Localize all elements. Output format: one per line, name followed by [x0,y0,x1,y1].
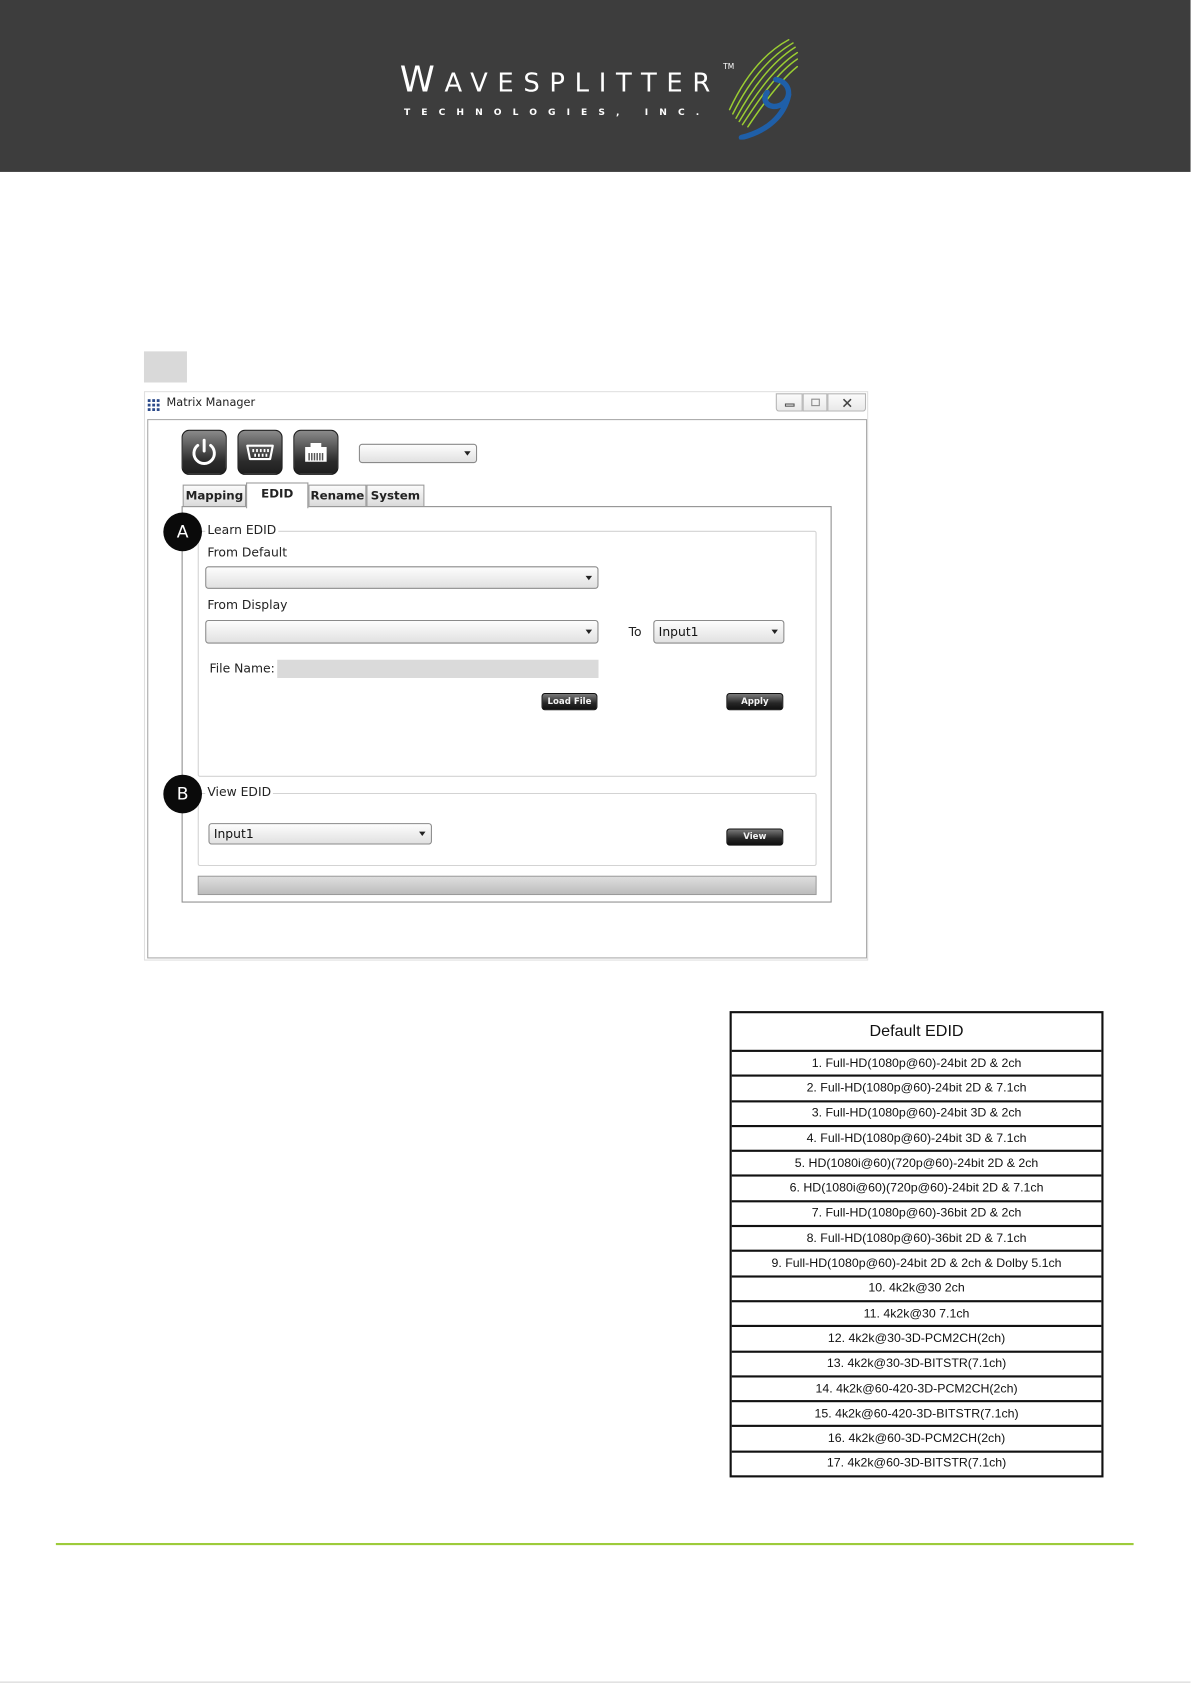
chevron-down-icon [771,630,777,634]
table-row: 3. Full-HD(1080p@60)-24bit 3D & 2ch [732,1100,1102,1125]
file-name-label: File Name: [209,660,275,676]
logo-subtitle: TECHNOLOGIES, INC. [404,107,711,119]
learn-edid-legend: Learn EDID [205,522,278,537]
from-default-select[interactable] [205,566,598,589]
table-row: 14. 4k2k@60-420-3D-PCM2CH(2ch) [732,1375,1102,1400]
chevron-down-icon [586,575,592,579]
load-file-button[interactable]: Load File [542,693,598,710]
logo-trademark: TM [723,62,735,71]
power-icon [188,436,220,468]
tab-system[interactable]: System [366,485,424,508]
minimize-icon [784,398,795,407]
table-row: 16. 4k2k@60-3D-PCM2CH(2ch) [732,1425,1102,1450]
close-icon [841,397,853,408]
logo-wordmark: WAVESPLITTER [399,58,720,100]
tab-edid[interactable]: EDID [246,482,308,508]
connection-select[interactable] [359,444,477,463]
chevron-down-icon [586,630,592,634]
view-input-value: Input1 [213,826,254,842]
from-display-select[interactable] [205,620,598,644]
table-row: 10. 4k2k@30 2ch [732,1275,1102,1300]
ethernet-icon [300,436,332,468]
serial-connection-button[interactable] [237,430,282,475]
table-row: 11. 4k2k@30 7.1ch [732,1300,1102,1325]
maximize-icon [810,398,821,408]
table-row: 6. HD(1080i@60)(720p@60)-24bit 2D & 7.1ch [732,1175,1102,1200]
power-button[interactable] [182,430,227,475]
table-row: 7. Full-HD(1080p@60)-36bit 2D & 2ch [732,1200,1102,1225]
table-row: 17. 4k2k@60-3D-BITSTR(7.1ch) [732,1450,1102,1475]
callout-marker-a: A [163,513,202,552]
table-row: 1. Full-HD(1080p@60)-24bit 2D & 2ch [732,1050,1102,1075]
tab-rename[interactable]: Rename [308,485,366,508]
logo-swoosh-icon [726,39,799,140]
table-row: 2. Full-HD(1080p@60)-24bit 2D & 7.1ch [732,1075,1102,1100]
view-input-select[interactable] [208,823,431,844]
table-row: 12. 4k2k@30-3D-PCM2CH(2ch) [732,1325,1102,1350]
matrix-app-icon [147,399,160,412]
table-row: 13. 4k2k@30-3D-BITSTR(7.1ch) [732,1350,1102,1375]
chevron-down-icon [419,832,425,836]
chevron-down-icon [464,451,470,455]
to-input-select[interactable] [653,620,784,644]
page-bottom-edge [0,1682,1191,1683]
to-label: To [628,624,642,640]
maximize-button[interactable] [803,393,828,411]
table-row: 15. 4k2k@60-420-3D-BITSTR(7.1ch) [732,1400,1102,1425]
table-title: Default EDID [869,1021,964,1041]
table-row: 4. Full-HD(1080p@60)-24bit 3D & 7.1ch [732,1125,1102,1150]
tab-mapping[interactable]: Mapping [183,485,246,508]
table-row: 9. Full-HD(1080p@60)-24bit 2D & 2ch & Dolby 5.1ch [732,1250,1102,1275]
table-row: 8. Full-HD(1080p@60)-36bit 2D & 7.1ch [732,1225,1102,1250]
view-button[interactable]: View [726,828,783,845]
window-title: Matrix Manager [166,396,256,410]
from-default-label: From Default [207,544,288,560]
file-name-field[interactable] [277,660,598,678]
table-row: 5. HD(1080i@60)(720p@60)-24bit 2D & 2ch [732,1150,1102,1175]
minimize-button[interactable] [776,393,803,411]
callout-marker-b: B [163,775,202,814]
view-edid-legend: View EDID [205,784,273,799]
to-input-value: Input1 [658,624,699,640]
progress-bar [198,876,817,895]
apply-button[interactable]: Apply [726,693,783,710]
from-display-label: From Display [207,597,288,613]
footer-divider [56,1543,1134,1545]
serial-port-icon [243,436,277,468]
close-button[interactable] [827,393,866,411]
section-marker-square [144,351,187,382]
default-edid-table [730,1011,1104,1477]
ethernet-connection-button[interactable] [293,430,338,475]
